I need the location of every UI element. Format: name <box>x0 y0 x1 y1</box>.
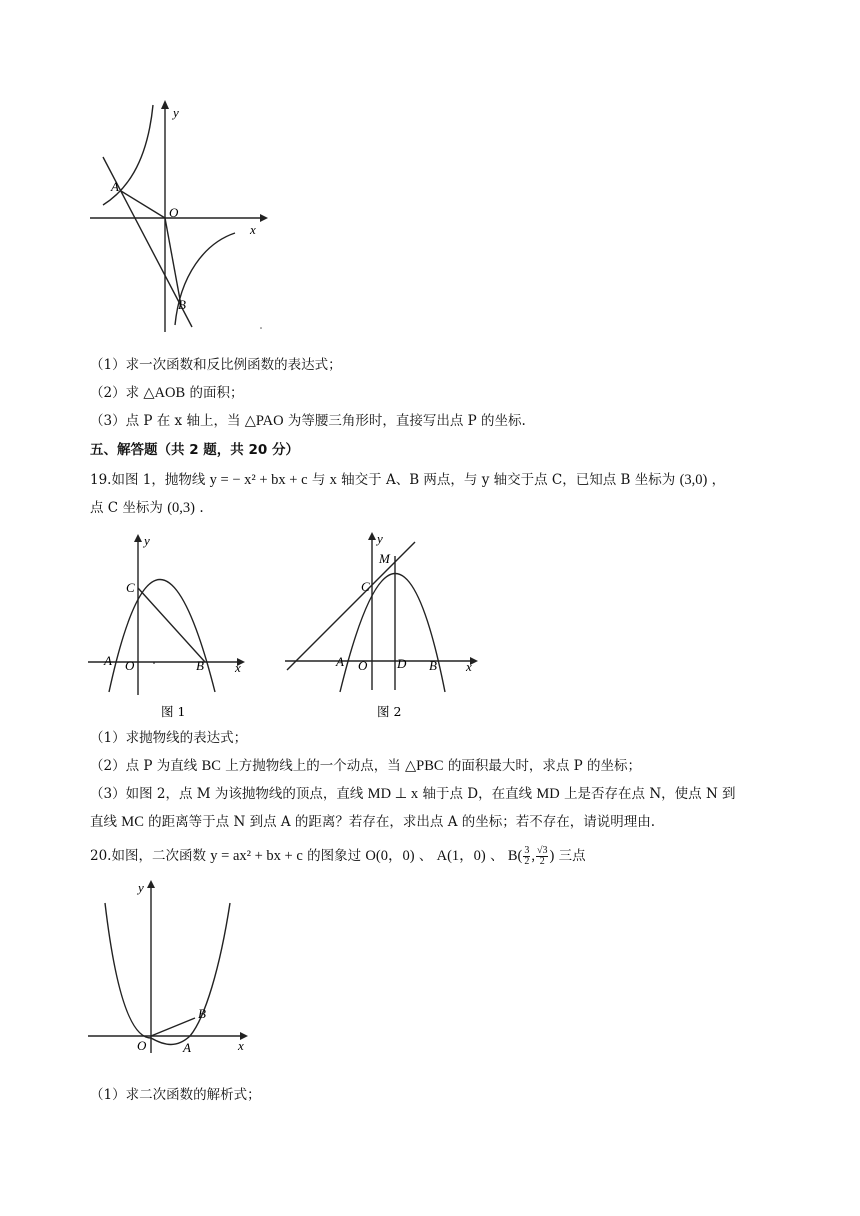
parabola <box>109 580 215 693</box>
q18-part1: （1）求一次函数和反比例函数的表达式； <box>90 357 342 373</box>
y-axis-label: y <box>144 533 150 548</box>
q18-part3: （3）点 P 在 x 轴上，当 △PAO 为等腰三角形时，直接写出点 P 的坐标. <box>90 413 526 429</box>
q20-figure <box>85 878 265 1063</box>
point-m-label: M <box>379 551 390 566</box>
q19-part3: （3）如图 2，点 M 为该抛物线的顶点，直线 MD ⊥ x 轴于点 D，在直线 MD 上是否存在点 N，使点 N 到 <box>90 786 736 802</box>
q19-intro: 19.如图 1，抛物线 y = − x² + bx + c 与 x 轴交于 A、B 两点，与 y 轴交于点 C，已知点 B 坐标为 (3,0) ， <box>90 472 726 488</box>
point-c-label: C <box>126 580 135 595</box>
y-axis-label: y <box>377 531 383 546</box>
point-a-label: A <box>111 179 119 194</box>
x-axis-label: x <box>250 222 256 237</box>
y-axis-arrow <box>161 100 169 109</box>
point-a-label: A <box>336 654 344 669</box>
y-axis-label: y <box>173 105 179 120</box>
point-b-label: B <box>196 658 204 673</box>
x-axis-label: x <box>466 659 472 674</box>
parabola <box>105 903 230 1045</box>
q19-figure-2 <box>280 520 485 725</box>
y-axis-arrow <box>147 880 155 888</box>
q20-part1: （1）求二次函数的解析式； <box>90 1087 261 1103</box>
y-axis-arrow <box>368 532 376 540</box>
origin-label: O <box>169 205 179 220</box>
parabola <box>340 574 445 693</box>
q19-part3-line2: 直线 MC 的距离等于点 N 到点 A 的距离？若存在，求出点 A 的坐标；若不存在，请说明理由. <box>90 814 656 830</box>
q20-intro: 20.如图，二次函数 y = ax² + bx + c 的图象过 O(0，0) 、 A(1，0) 、 B( $\frac{3}{2}$ , $\frac{√3}{2}$ ) 三点 <box>90 845 586 868</box>
q19-intro-line2: 点 C 坐标为 (0,3) . <box>90 500 204 516</box>
origin-label: O <box>358 658 368 673</box>
point-b-label: B <box>178 297 186 312</box>
origin-label: O <box>137 1038 147 1053</box>
segment-ob <box>151 1018 195 1036</box>
x-axis-label: x <box>235 660 241 675</box>
x-axis-label: x <box>238 1038 244 1053</box>
x-axis-arrow <box>260 214 268 222</box>
q19-part2: （2）点 P 为直线 BC 上方抛物线上的一个动点，当 △PBC 的面积最大时，求点 P 的坐标； <box>90 758 642 774</box>
point-a-label: A <box>104 653 112 668</box>
point-a-label: A <box>183 1040 191 1055</box>
y-axis-label: y <box>138 880 144 895</box>
q18-part2: （2）求 △AOB 的面积； <box>90 385 244 401</box>
point-c-label: C <box>361 579 370 594</box>
origin-label: O <box>125 658 135 673</box>
q19-figure-1 <box>85 530 255 725</box>
point-b-coordinates: B( $\frac{3}{2}$ , $\frac{√3}{2}$ ) <box>507 845 555 868</box>
q18-figure <box>85 95 275 340</box>
y-axis-arrow <box>134 534 142 542</box>
section-heading: 五、解答题（共 2 题，共 20 分） <box>90 442 299 458</box>
point-b-label: B <box>198 1006 206 1021</box>
figure-2-caption: 图 2 <box>377 704 402 719</box>
q19-part1: （1）求抛物线的表达式； <box>90 730 248 746</box>
point-b-label: B <box>429 658 437 673</box>
figure-1-caption: 图 1 <box>161 704 186 719</box>
point-d-label: D <box>397 656 407 671</box>
